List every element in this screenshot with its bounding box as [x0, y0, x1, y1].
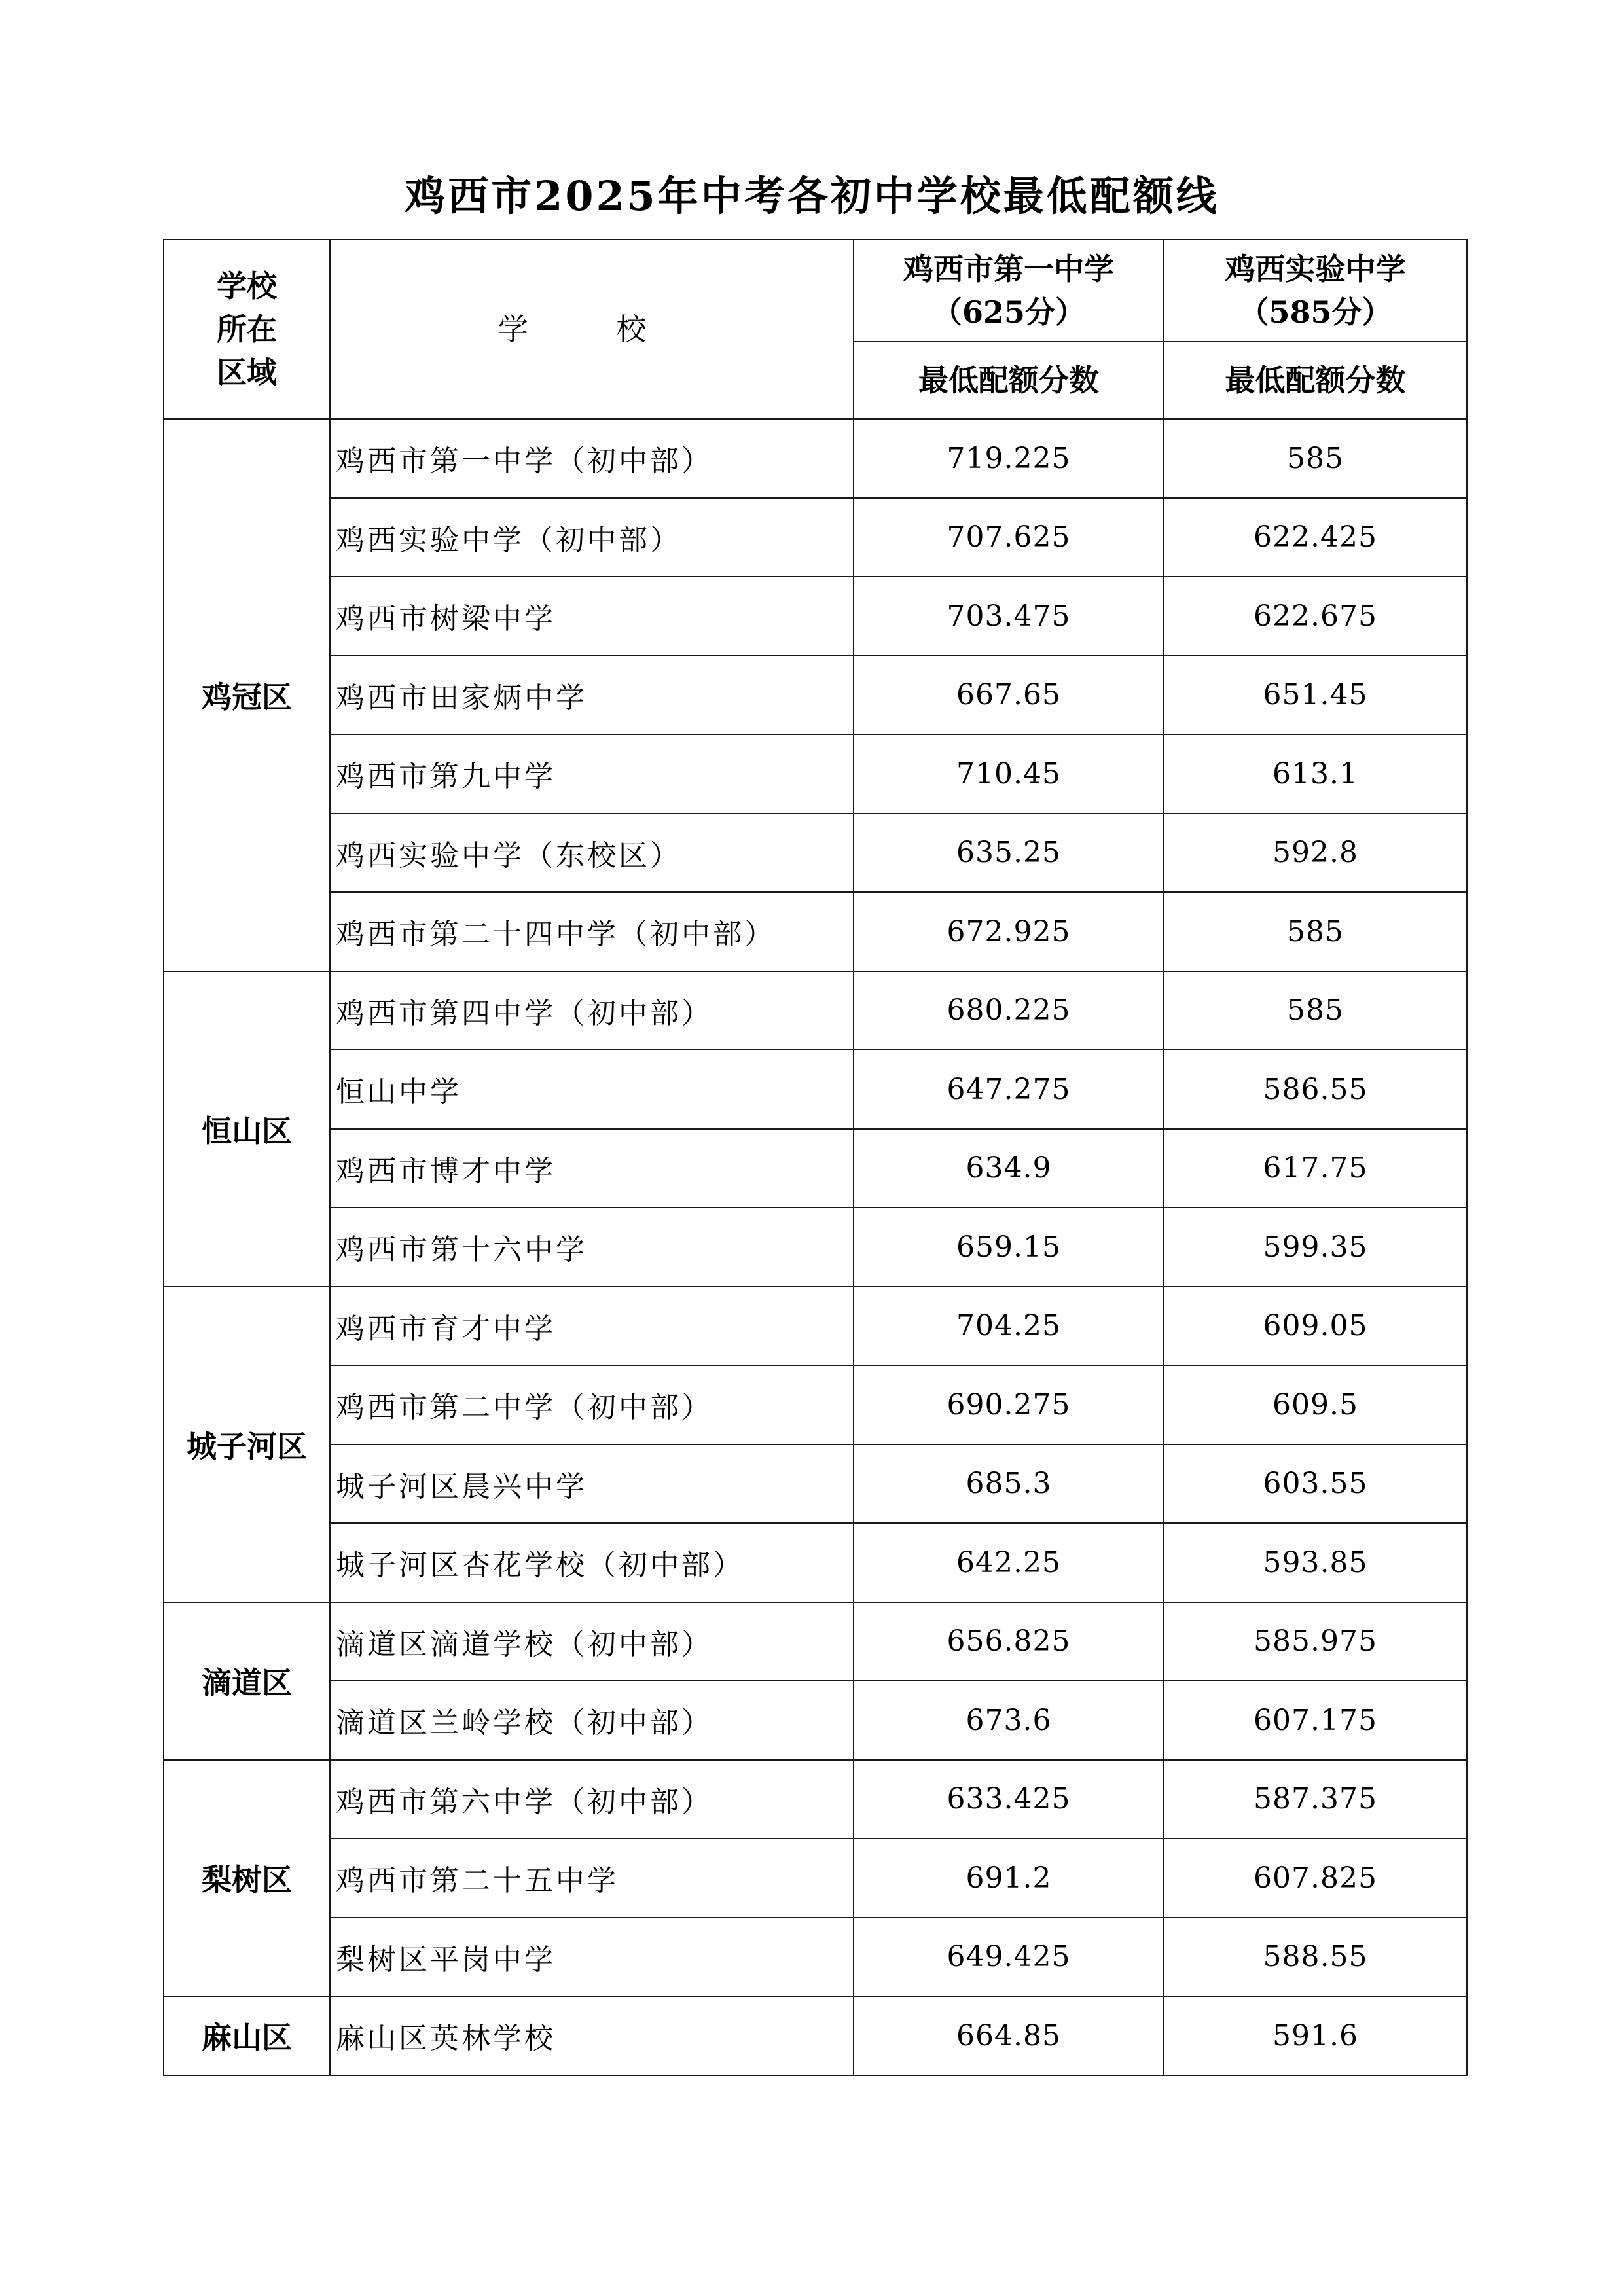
- experimental-school-quota-cell: 592.8: [1164, 814, 1467, 893]
- table-row: [164, 1050, 1467, 1129]
- experimental-school-quota-cell: 607.825: [1164, 1839, 1467, 1918]
- experimental-school-quota-cell: 651.45: [1164, 656, 1467, 735]
- experimental-school-quota-cell: 613.1: [1164, 734, 1467, 814]
- table-body: [164, 419, 1467, 2075]
- first-school-quota-cell: 673.6: [854, 1681, 1164, 1760]
- school-name-cell: 鸡西市第二十五中学: [330, 1839, 854, 1918]
- school-name-cell: 鸡西市田家炳中学: [330, 656, 854, 735]
- table-row: [164, 656, 1467, 735]
- table-row: [164, 498, 1467, 577]
- table-row: [164, 1523, 1467, 1602]
- quota-table: [163, 239, 1468, 2076]
- school-name-cell: 鸡西市第九中学: [330, 734, 854, 814]
- school-column-header: 学 校: [330, 240, 854, 419]
- table-row: [164, 892, 1467, 971]
- table-row: [164, 1602, 1467, 1681]
- first-school-quota-cell: 649.425: [854, 1918, 1164, 1997]
- school-name-cell: 鸡西市第一中学（初中部）: [330, 419, 854, 498]
- table-row: [164, 1129, 1467, 1208]
- experimental-school-quota-cell: 585: [1164, 419, 1467, 498]
- experimental-school-quota-cell: 607.175: [1164, 1681, 1467, 1760]
- school2-line-score: （585分）: [1238, 295, 1392, 330]
- first-school-quota-cell: 642.25: [854, 1523, 1164, 1602]
- experimental-school-quota-cell: 588.55: [1164, 1918, 1467, 1997]
- school1-column-header: [854, 240, 1164, 342]
- school-name-cell: 鸡西市第十六中学: [330, 1208, 854, 1287]
- experimental-school-quota-cell: 586.55: [1164, 1050, 1467, 1129]
- school-name-cell: 鸡西实验中学（初中部）: [330, 498, 854, 577]
- school-name-cell: 鸡西实验中学（东校区）: [330, 814, 854, 893]
- district-cell: 梨树区: [164, 1760, 330, 1997]
- first-school-quota-cell: 680.225: [854, 971, 1164, 1050]
- table-header: [164, 240, 1467, 419]
- experimental-school-quota-cell: 617.75: [1164, 1129, 1467, 1208]
- table-row: [164, 1918, 1467, 1997]
- first-school-quota-cell: 647.275: [854, 1050, 1164, 1129]
- first-school-quota-cell: 672.925: [854, 892, 1164, 971]
- district-cell: 恒山区: [164, 971, 330, 1287]
- experimental-school-quota-cell: 609.5: [1164, 1365, 1467, 1444]
- school-name-cell: 城子河区杏花学校（初中部）: [330, 1523, 854, 1602]
- district-cell: 鸡冠区: [164, 419, 330, 971]
- school-name-cell: 滴道区兰岭学校（初中部）: [330, 1681, 854, 1760]
- table-row: [164, 971, 1467, 1050]
- first-school-quota-cell: 667.65: [854, 656, 1164, 735]
- table-row: [164, 1287, 1467, 1366]
- school-name-cell: 鸡西市第二十四中学（初中部）: [330, 892, 854, 971]
- experimental-school-quota-cell: 622.675: [1164, 577, 1467, 656]
- table-row: [164, 1208, 1467, 1287]
- experimental-school-quota-cell: 585: [1164, 892, 1467, 971]
- school2-sub-header: 最低配额分数: [1164, 342, 1467, 419]
- school2-name: 鸡西实验中学: [1225, 251, 1406, 287]
- school-name-cell: 城子河区晨兴中学: [330, 1444, 854, 1524]
- school1-name: 鸡西市第一中学: [903, 251, 1114, 287]
- table-row: [164, 1839, 1467, 1918]
- first-school-quota-cell: 634.9: [854, 1129, 1164, 1208]
- experimental-school-quota-cell: 622.425: [1164, 498, 1467, 577]
- school1-sub-header: 最低配额分数: [854, 342, 1164, 419]
- first-school-quota-cell: 690.275: [854, 1365, 1164, 1444]
- first-school-quota-cell: 719.225: [854, 419, 1164, 498]
- first-school-quota-cell: 656.825: [854, 1602, 1164, 1681]
- first-school-quota-cell: 664.85: [854, 1996, 1164, 2075]
- school-name-cell: 梨树区平岗中学: [330, 1918, 854, 1997]
- experimental-school-quota-cell: 585.975: [1164, 1602, 1467, 1681]
- first-school-quota-cell: 691.2: [854, 1839, 1164, 1918]
- experimental-school-quota-cell: 587.375: [1164, 1760, 1467, 1839]
- district-cell: 麻山区: [164, 1996, 330, 2075]
- school2-column-header: [1164, 240, 1467, 342]
- experimental-school-quota-cell: 585: [1164, 971, 1467, 1050]
- table-row: [164, 814, 1467, 893]
- school-name-cell: 鸡西市第四中学（初中部）: [330, 971, 854, 1050]
- first-school-quota-cell: 635.25: [854, 814, 1164, 893]
- school-name-cell: 滴道区滴道学校（初中部）: [330, 1602, 854, 1681]
- table-row: [164, 734, 1467, 814]
- first-school-quota-cell: 707.625: [854, 498, 1164, 577]
- school-name-cell: 鸡西市第六中学（初中部）: [330, 1760, 854, 1839]
- first-school-quota-cell: 685.3: [854, 1444, 1164, 1524]
- page-title: 鸡西市2025年中考各初中学校最低配额线: [405, 172, 1219, 220]
- school-name-cell: 鸡西市第二中学（初中部）: [330, 1365, 854, 1444]
- experimental-school-quota-cell: 603.55: [1164, 1444, 1467, 1524]
- first-school-quota-cell: 703.475: [854, 577, 1164, 656]
- experimental-school-quota-cell: 609.05: [1164, 1287, 1467, 1366]
- school-name-cell: 鸡西市育才中学: [330, 1287, 854, 1366]
- table-row: [164, 419, 1467, 498]
- school-name-cell: 鸡西市博才中学: [330, 1129, 854, 1208]
- table-row: [164, 1365, 1467, 1444]
- first-school-quota-cell: 633.425: [854, 1760, 1164, 1839]
- table-row: [164, 1996, 1467, 2075]
- table-row: [164, 1760, 1467, 1839]
- first-school-quota-cell: 659.15: [854, 1208, 1164, 1287]
- school-name-cell: 鸡西市树梁中学: [330, 577, 854, 656]
- school-name-cell: 恒山中学: [330, 1050, 854, 1129]
- experimental-school-quota-cell: 593.85: [1164, 1523, 1467, 1602]
- table-row: [164, 577, 1467, 656]
- table-row: [164, 1444, 1467, 1524]
- first-school-quota-cell: 704.25: [854, 1287, 1164, 1366]
- school-name-cell: 麻山区英林学校: [330, 1996, 854, 2075]
- district-column-header: 学校所在区域: [164, 240, 330, 419]
- experimental-school-quota-cell: 591.6: [1164, 1996, 1467, 2075]
- first-school-quota-cell: 710.45: [854, 734, 1164, 814]
- district-cell: 城子河区: [164, 1287, 330, 1602]
- school1-line-score: （625分）: [931, 295, 1086, 330]
- table-row: [164, 1681, 1467, 1760]
- experimental-school-quota-cell: 599.35: [1164, 1208, 1467, 1287]
- district-cell: 滴道区: [164, 1602, 330, 1760]
